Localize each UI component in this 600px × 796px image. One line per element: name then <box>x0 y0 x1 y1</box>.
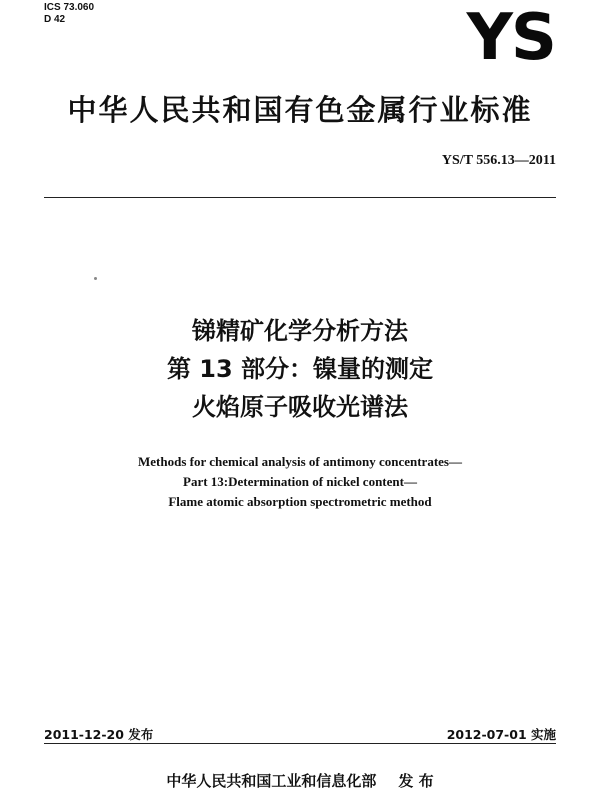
chinese-title-line-1: 锑精矿化学分析方法 <box>192 317 408 345</box>
bottom-divider <box>44 743 556 744</box>
publisher-line <box>0 770 600 791</box>
chinese-title-line-2: 第 13 部分：镍量的测定 <box>166 355 434 383</box>
implementation-date: 2012-07-01 实施 <box>446 727 556 742</box>
standard-category-title: 中华人民共和国有色金属行业标准 <box>67 93 533 127</box>
chinese-title-line-3: 火焰原子吸收光谱法 <box>192 393 408 421</box>
english-title-line-3: Flame atomic absorption spectrometric method <box>168 494 432 509</box>
top-divider <box>44 197 556 198</box>
issue-date: 2011-12-20 发布 <box>44 727 154 742</box>
ccs-code: D 42 <box>44 14 66 25</box>
english-title <box>0 452 600 512</box>
english-title-line-2: Part 13:Determination of nickel content— <box>183 474 417 489</box>
publisher-name: 中华人民共和国工业和信息化部 <box>166 772 377 790</box>
chinese-title <box>0 312 600 426</box>
english-title-line-1: Methods for chemical analysis of antimony concentrates— <box>137 454 462 469</box>
publish-label: 发 布 <box>398 772 434 790</box>
standard-number: YS/T 556.13—2011 <box>441 153 556 168</box>
ys-logo: YS <box>466 1 555 75</box>
speck <box>94 277 97 280</box>
ics-code: ICS 73.060 <box>44 2 95 13</box>
classification-codes <box>44 2 94 26</box>
